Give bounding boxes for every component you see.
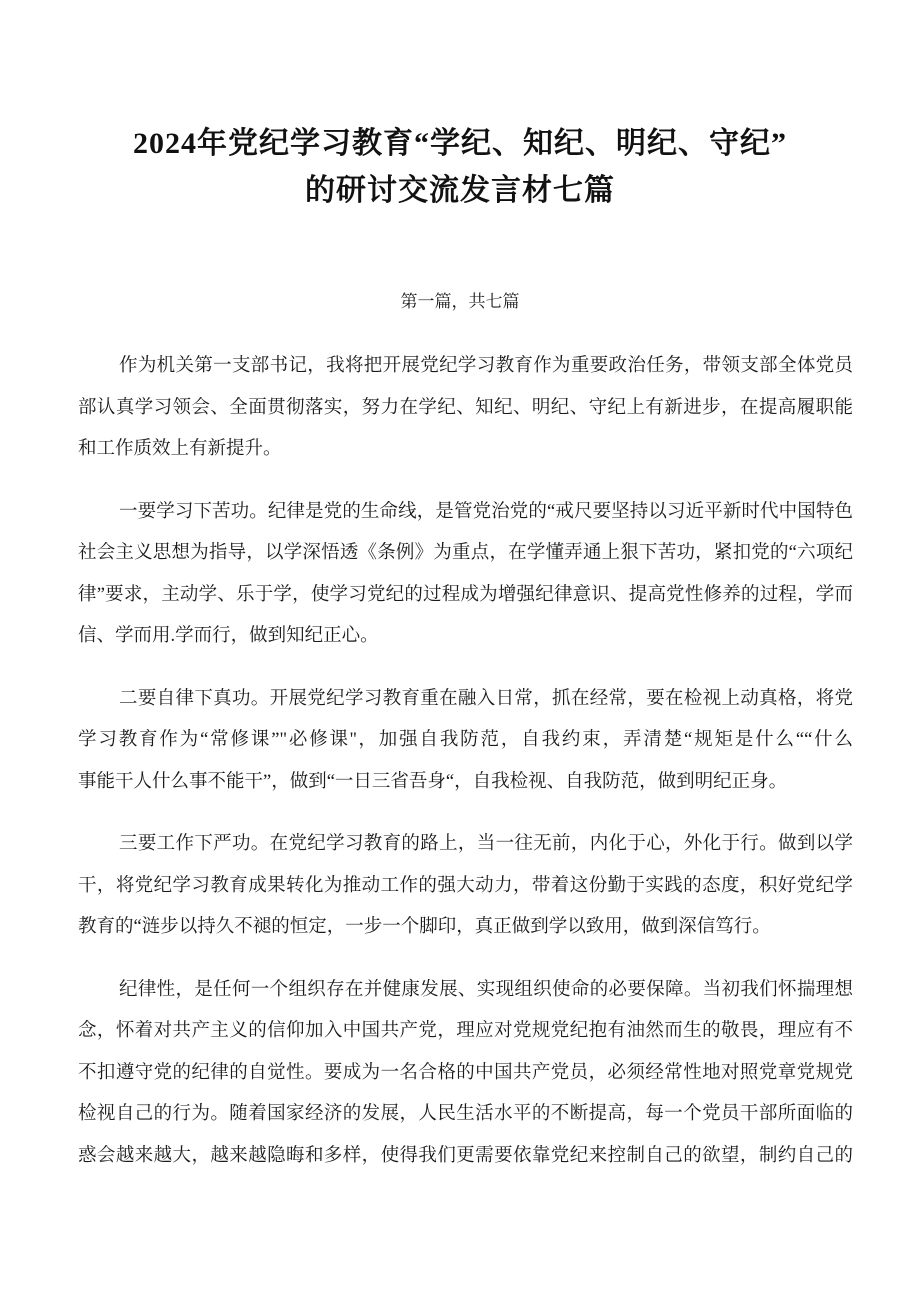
- paragraph-line: 惑会越来越大，越来越隐晦和多样，使得我们更需要依靠党纪来控制自己的欲望，制约自己的: [78, 1145, 853, 1166]
- paragraph-line: 部认真学习领会、全面贯彻落实，努力在学纪、知纪、明纪、守纪上有新进步，在提高履职能: [78, 397, 853, 418]
- paragraph: [78, 679, 853, 804]
- paragraph: [78, 346, 853, 471]
- document-subtitle: 第一篇，共七篇: [400, 292, 520, 311]
- paragraph-line: 念，怀着对共产主义的信仰加入中国共产党，理应对党规党纪抱有油然而生的敬畏，理应有不: [78, 1021, 853, 1041]
- paragraph-line: 不扣遵守党的纪律的自觉性。要成为一名合格的中国共产党员，必须经常性地对照党章党规党: [78, 1062, 853, 1083]
- paragraph: [78, 492, 853, 658]
- paragraph-line: 事能干人什么事不能干”，做到“一日三省吾身“，自我检视、自我防范，做到明纪正身。: [78, 771, 788, 792]
- paragraph-line: 一要学习下苦功。纪律是党的生命线，是管党治党的“戒尺要坚持以习近平新时代中国特色: [119, 501, 853, 522]
- paragraph-line: 干，将党纪学习教育成果转化为推动工作的强大动力，带着这份勤于实践的态度，积好党纪学: [78, 875, 853, 896]
- paragraph-line: 检视自己的行为。随着国家经济的发展，人民生活水平的不断提高，每一个党员干部所面临的: [78, 1104, 853, 1124]
- document-body: [78, 346, 853, 1198]
- paragraph-line: 作为机关第一支部书记，我将把开展党纪学习教育作为重要政治任务，带领支部全体党员: [119, 356, 853, 376]
- paragraph-line: 纪律性，是任何一个组织存在并健康发展、实现组织使命的必要保障。当初我们怀揣理想: [119, 979, 853, 1000]
- paragraph-line: 教育的“涟步以持久不褪的恒定，一步一个脚印，真正做到学以致用，做到深信笃行。: [78, 917, 771, 937]
- paragraph-line: 二要自律下真功。开展党纪学习教育重在融入日常，抓在经常，要在检视上动真格，将党: [119, 688, 853, 709]
- paragraph: [78, 970, 853, 1178]
- document-title: [0, 120, 920, 214]
- paragraph-line: 和工作质效上有新提升。: [78, 439, 282, 459]
- paragraph-line: 律”要求，主动学、乐于学，使学习党纪的过程成为增强纪律意识、提高党性修养的过程，学而: [78, 584, 853, 605]
- paragraph-line: 学习教育作为“常修课”"必修课''，加强自我防范，自我约束，弄清楚“规矩是什么““什么: [78, 730, 853, 750]
- title-line: 的研讨交流发言材七篇: [305, 174, 615, 207]
- paragraph-line: 社会主义思想为指导，以学深悟透《条例》为重点，在学懂弄通上狠下苦功，紧扣党的“六项纪: [78, 543, 853, 563]
- paragraph-line: 三要工作下严功。在党纪学习教育的路上，当一往无前，内化于心，外化于行。做到以学: [119, 834, 853, 854]
- title-line: 2024年党纪学习教育“学纪、知纪、明纪、守纪”: [133, 127, 787, 160]
- paragraph-line: 信、学而用.学而行，做到知纪正心。: [78, 626, 379, 646]
- paragraph: [78, 824, 853, 949]
